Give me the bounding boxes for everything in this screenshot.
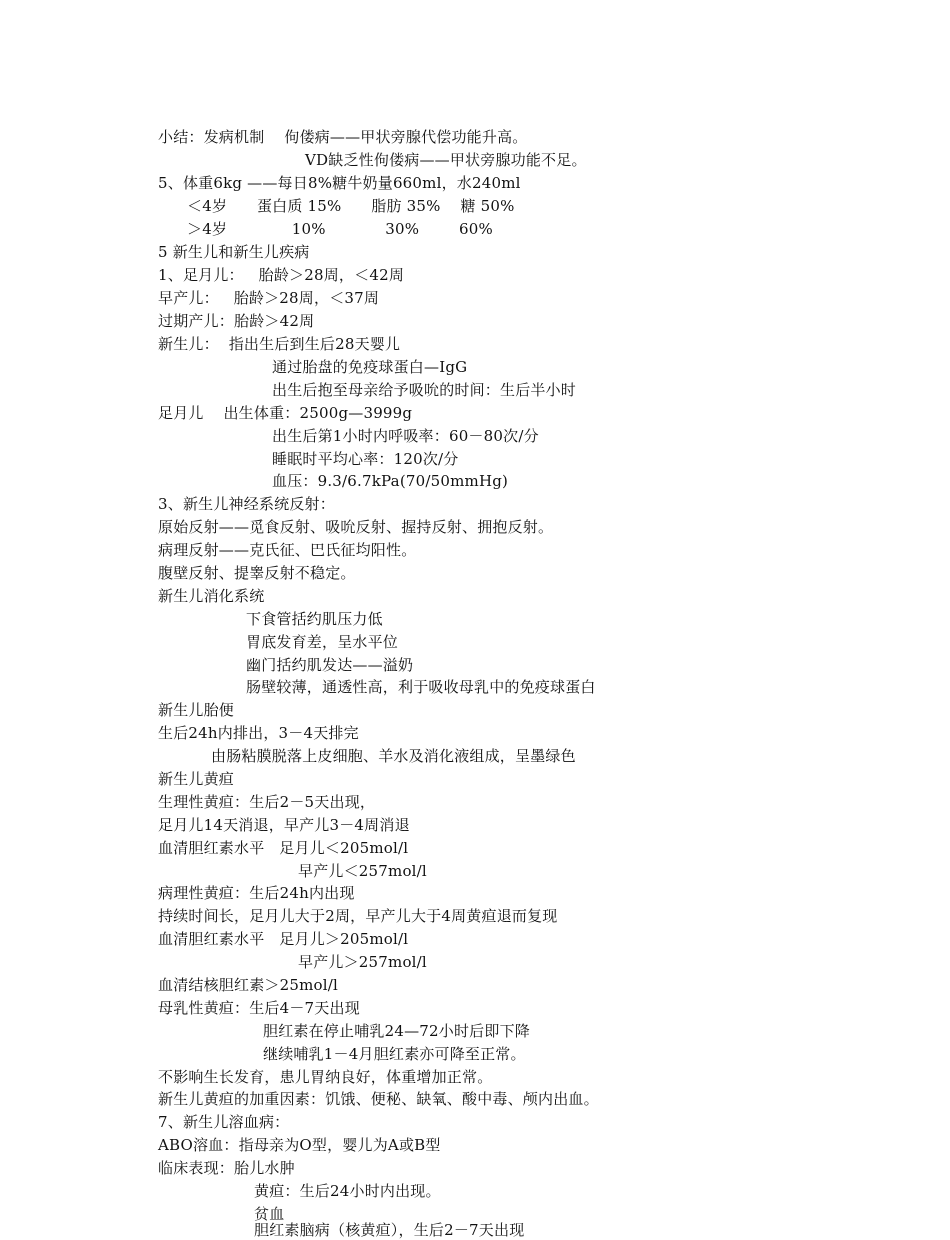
- text-line: 下食管括约肌压力低: [246, 610, 383, 628]
- text-line: 3、新生儿神经系统反射：: [158, 495, 335, 513]
- text-line: 母乳性黄疸：生后4－7天出现: [158, 999, 360, 1017]
- text-line: 新生儿胎便: [158, 701, 235, 719]
- text-line: ＞4岁 10% 30% 60%: [187, 220, 493, 238]
- text-line: ABO溶血：指母亲为O型，婴儿为A或B型: [158, 1136, 441, 1154]
- text-line: 过期产儿：胎龄＞42周: [158, 312, 315, 330]
- text-line: 胃底发育差，呈水平位: [246, 633, 399, 651]
- section-heading: 5 新生儿和新生儿疾病: [158, 243, 310, 261]
- text-line: 不影响生长发育，患儿胃纳良好，体重增加正常。: [158, 1068, 493, 1086]
- text-line: 出生后第1小时内呼吸率：60－80次/分: [272, 427, 539, 445]
- text-line: 新生儿黄疸的加重因素：饥饿、便秘、缺氧、酸中毒、颅内出血。: [158, 1090, 599, 1108]
- text-line: 胆红素在停止哺乳24—72小时后即下降: [263, 1022, 530, 1040]
- text-line: 5、体重6kg ——每日8%糖牛奶量660ml，水240ml: [158, 174, 521, 192]
- text-line: 肠壁较薄，通透性高，利于吸收母乳中的免疫球蛋白: [246, 678, 596, 696]
- text-line: VD缺乏性佝偻病——甲状旁腺功能不足。: [305, 151, 587, 169]
- text-line: 7、新生儿溶血病：: [158, 1113, 290, 1131]
- text-line: ＜4岁 蛋白质 15% 脂肪 35% 糖 50%: [187, 197, 515, 215]
- text-line: 血清胆红素水平 足月儿＜205mol/l: [158, 839, 409, 857]
- text-line: 贫血: [254, 1205, 285, 1223]
- text-line: 病理性黄疸：生后24h内出现: [158, 884, 355, 902]
- text-line: 腹壁反射、提睾反射不稳定。: [158, 564, 356, 582]
- text-line: 病理反射——克氏征、巴氏征均阳性。: [158, 541, 417, 559]
- text-line: 胆红素脑病（核黄疸），生后2－7天出现: [254, 1221, 525, 1239]
- text-line: 持续时间长，足月儿大于2周，早产儿大于4周黄疸退而复现: [158, 907, 558, 925]
- text-line: 血清胆红素水平 足月儿＞205mol/l: [158, 930, 409, 948]
- text-line: 原始反射——觅食反射、吸吮反射、握持反射、拥抱反射。: [158, 518, 554, 536]
- text-line: 早产儿： 胎龄＞28周，＜37周: [158, 289, 380, 307]
- text-line: 新生儿消化系统: [158, 587, 265, 605]
- text-line: 小结：发病机制 佝偻病——甲状旁腺代偿功能升高。: [158, 128, 528, 146]
- text-line: 生理性黄疸：生后2－5天出现，: [158, 793, 376, 811]
- text-line: 早产儿＞257mol/l: [298, 953, 427, 971]
- text-line: 生后24h内排出，3－4天排完: [158, 724, 359, 742]
- text-line: 1、足月儿： 胎龄＞28周，＜42周: [158, 266, 405, 284]
- text-line: 血压：9.3/6.7kPa(70/50mmHg): [272, 472, 509, 490]
- text-line: 通过胎盘的免疫球蛋白—IgG: [272, 358, 468, 376]
- text-line: 新生儿黄疸: [158, 770, 235, 788]
- text-line: 由肠粘膜脱落上皮细胞、羊水及消化液组成，呈墨绿色: [211, 747, 576, 765]
- text-line: 足月儿 出生体重：2500g—3999g: [158, 404, 413, 422]
- text-line: 睡眠时平均心率：120次/分: [272, 450, 459, 468]
- text-line: 幽门括约肌发达——溢奶: [246, 656, 414, 674]
- text-line: 黄疸：生后24小时内出现。: [254, 1182, 441, 1200]
- text-line: 继续哺乳1－4月胆红素亦可降至正常。: [263, 1045, 526, 1063]
- text-line: 出生后抱至母亲给予吸吮的时间：生后半小时: [272, 381, 577, 399]
- text-line: 血清结核胆红素＞25mol/l: [158, 976, 338, 994]
- text-line: 足月儿14天消退，早产儿3－4周消退: [158, 816, 410, 834]
- text-line: 新生儿： 指出生后到生后28天婴儿: [158, 335, 401, 353]
- text-line: 临床表现：胎儿水肿: [158, 1159, 295, 1177]
- text-line: 早产儿＜257mol/l: [298, 862, 427, 880]
